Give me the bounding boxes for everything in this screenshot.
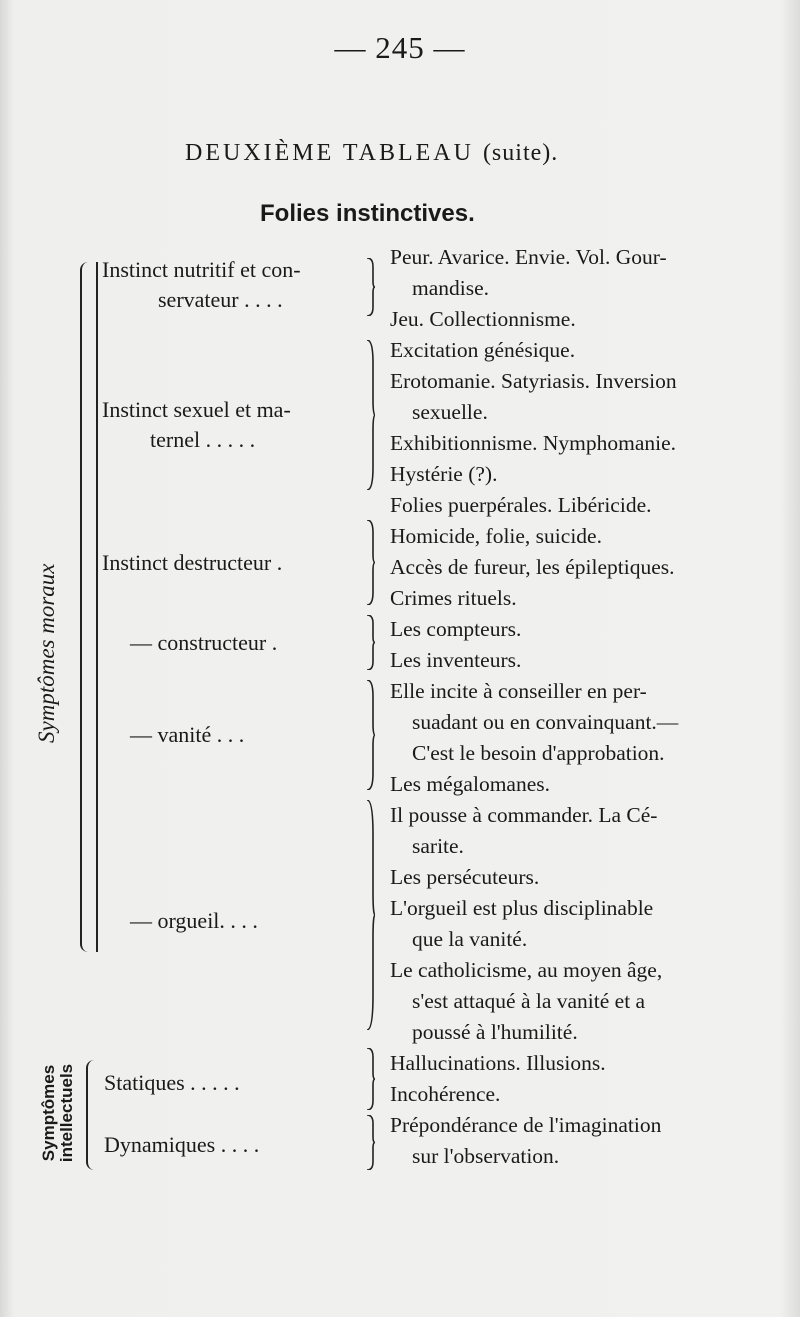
entry: Elle incite à conseiller en per- (390, 679, 647, 703)
table-title: DEUXIÈME TABLEAU (185, 140, 474, 166)
entry: Il pousse à commander. La Cé- (390, 803, 658, 827)
brace-orgueil (365, 800, 375, 1030)
entry: Le catholicisme, au moyen âge, (390, 958, 663, 982)
category-label-cont: ternel . . . . . (150, 427, 256, 452)
entry: Homicide, folie, suicide. (390, 524, 602, 548)
entry-cont: s'est attaqué à la vanité et a (412, 989, 646, 1013)
table-heading (185, 140, 558, 167)
entry: Accès de fureur, les épileptiques. (390, 555, 675, 579)
entry-cont: sur l'observation. (412, 1144, 560, 1168)
category-nutritif (102, 255, 301, 315)
category-bracket-line (96, 262, 98, 952)
group-label-moraux: Symptômes moraux (34, 563, 59, 743)
entry: Erotomanie. Satyriasis. Inversion (390, 369, 677, 393)
category-statiques: Statiques . . . . . (104, 1070, 240, 1095)
entry: L'orgueil est plus disciplinable (390, 896, 654, 920)
table-title-suffix: (suite). (482, 140, 559, 166)
entry (390, 738, 665, 768)
entry-cont: sexuelle. (412, 400, 488, 424)
brace-destructeur (365, 520, 375, 605)
group-brace-intellectuels (86, 1060, 98, 1170)
entry: Prépondérance de l'imagination (390, 1113, 662, 1137)
entry (390, 707, 678, 737)
brace-sexuel (365, 340, 375, 490)
entry (390, 273, 489, 303)
category-constructeur: — constructeur . (130, 630, 278, 655)
entry: Exhibitionnisme. Nymphomanie. (390, 431, 677, 455)
entry (390, 924, 527, 954)
category-label: Instinct sexuel et ma- (102, 397, 291, 422)
entry: Crimes rituels. (390, 586, 517, 610)
entry: Peur. Avarice. Envie. Vol. Gour- (390, 245, 667, 269)
section-subtitle: Folies instinctives. (260, 200, 475, 227)
entry (390, 1017, 578, 1047)
entry: Folies puerpérales. Libéricide. (390, 493, 652, 517)
entry-cont: suadant ou en convainquant.— (412, 710, 679, 734)
entry (390, 986, 645, 1016)
brace-dynamiques (365, 1115, 375, 1170)
entry (390, 831, 464, 861)
category-label: Instinct nutritif et con- (102, 257, 301, 282)
entry: Excitation génésique. (390, 338, 576, 362)
group-brace-moraux (80, 262, 92, 952)
brace-statiques (365, 1048, 375, 1110)
brace-constructeur (365, 615, 375, 670)
entry-cont: sarite. (412, 834, 464, 858)
category-vanite: — vanité . . . (130, 722, 245, 747)
brace-vanite (365, 680, 375, 790)
entry: Incohérence. (390, 1082, 501, 1106)
entry-cont: que la vanité. (412, 927, 528, 951)
page-number: — 245 — (334, 30, 466, 65)
entry-cont: C'est le besoin d'approbation. (412, 741, 665, 765)
entry: Les compteurs. (390, 617, 522, 641)
entry: Les mégalomanes. (390, 772, 551, 796)
entry: Jeu. Collectionnisme. (390, 307, 576, 331)
category-dynamiques: Dynamiques . . . . (104, 1132, 260, 1157)
entry: Les inventeurs. (390, 648, 522, 672)
category-orgueil: — orgueil. . . . (130, 908, 258, 933)
entry (390, 1141, 559, 1171)
brace-nutritif (365, 258, 375, 316)
entry: Les persécuteurs. (390, 865, 540, 889)
category-sexuel (102, 395, 291, 455)
category-label-cont: servateur . . . . (158, 287, 283, 312)
category-destructeur: Instinct destructeur . (102, 550, 283, 575)
entry: Hallucinations. Illusions. (390, 1051, 606, 1075)
entry (390, 397, 488, 427)
entry-cont: poussé à l'humilité. (412, 1020, 578, 1044)
entry: Hystérie (?). (390, 462, 498, 486)
group-label-intellectuels: Symptômes intellectuels (39, 1063, 76, 1163)
entry-cont: mandise. (412, 276, 490, 300)
